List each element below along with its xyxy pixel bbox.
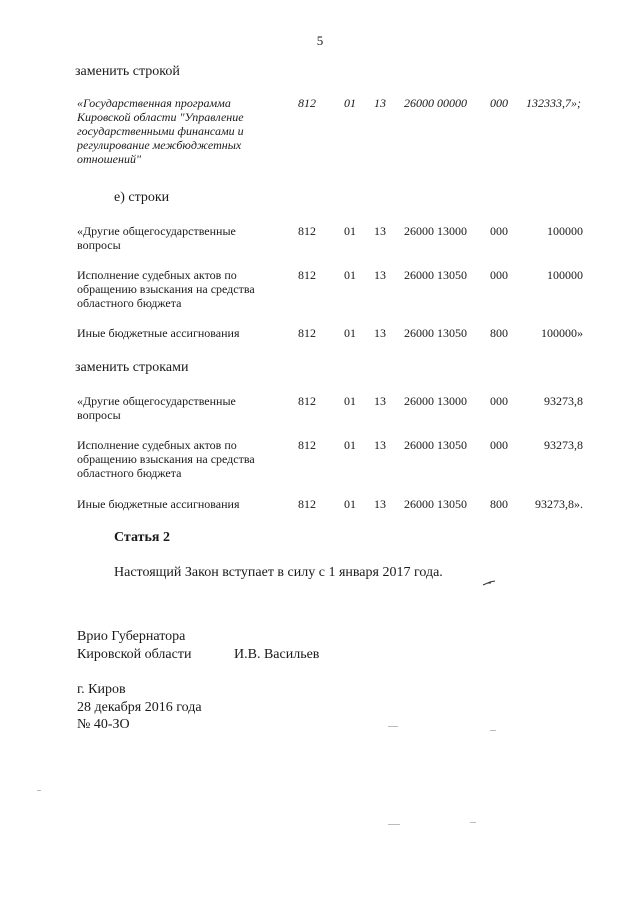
row-subsection: 13 xyxy=(374,224,386,238)
signatory-position-line2: Кировской области xyxy=(77,647,192,662)
row-target-code: 26000 13000 xyxy=(404,224,467,238)
row-section: 01 xyxy=(344,438,356,452)
program-section: 01 xyxy=(344,96,356,110)
row-target-code: 26000 13050 xyxy=(404,497,467,511)
page-number: 5 xyxy=(316,33,324,48)
replace-with-rows-heading: заменить строками xyxy=(75,360,189,375)
program-amount: 132333,7»; xyxy=(526,96,581,110)
row-section: 01 xyxy=(344,224,356,238)
footer-law-number: № 40-ЗО xyxy=(77,717,130,732)
row-expense-type: 000 xyxy=(490,268,508,282)
row-amount: 100000 xyxy=(547,268,583,282)
row-target-code: 26000 13050 xyxy=(404,326,467,340)
row-description: Исполнение судебных актов по обращению взыскания на средства областного бюджета xyxy=(77,438,255,480)
row-target-code: 26000 13050 xyxy=(404,438,467,452)
pen-mark-icon xyxy=(482,580,496,586)
row-expense-type: 000 xyxy=(490,438,508,452)
scan-speck xyxy=(388,726,398,727)
row-section: 01 xyxy=(344,268,356,282)
article-title: Статья 2 xyxy=(114,530,170,545)
row-admin-code: 812 xyxy=(298,224,316,238)
program-subsection: 13 xyxy=(374,96,386,110)
signatory-position-line1: Врио Губернатора xyxy=(77,629,186,644)
row-target-code: 26000 13000 xyxy=(404,394,467,408)
program-expense-type: 000 xyxy=(490,96,508,110)
clause-e-heading: е) строки xyxy=(114,190,170,205)
program-admin-code: 812 xyxy=(298,96,316,110)
row-description: Иные бюджетные ассигнования xyxy=(77,497,240,511)
scan-speck xyxy=(470,822,476,823)
row-description: «Другие общегосударственные вопросы xyxy=(77,394,236,422)
row-expense-type: 000 xyxy=(490,224,508,238)
replace-with-row-heading: заменить строкой xyxy=(75,64,180,79)
row-expense-type: 800 xyxy=(490,497,508,511)
row-description: Иные бюджетные ассигнования xyxy=(77,326,240,340)
row-section: 01 xyxy=(344,394,356,408)
row-amount: 93273,8». xyxy=(535,497,583,511)
row-subsection: 13 xyxy=(374,268,386,282)
row-subsection: 13 xyxy=(374,497,386,511)
row-amount: 93273,8 xyxy=(544,394,583,408)
row-expense-type: 800 xyxy=(490,326,508,340)
row-subsection: 13 xyxy=(374,438,386,452)
row-description: «Другие общегосударственные вопросы xyxy=(77,224,236,252)
row-admin-code: 812 xyxy=(298,268,316,282)
row-subsection: 13 xyxy=(374,394,386,408)
row-section: 01 xyxy=(344,326,356,340)
program-target-code: 26000 00000 xyxy=(404,96,467,110)
footer-date: 28 декабря 2016 года xyxy=(77,700,202,715)
row-admin-code: 812 xyxy=(298,326,316,340)
row-subsection: 13 xyxy=(374,326,386,340)
scan-speck xyxy=(37,790,41,791)
row-description: Исполнение судебных актов по обращению взыскания на средства областного бюджета xyxy=(77,268,255,310)
signatory-name: И.В. Васильев xyxy=(234,647,320,662)
article-text: Настоящий Закон вступает в силу с 1 января 2017 года. xyxy=(114,565,443,580)
row-admin-code: 812 xyxy=(298,438,316,452)
scan-speck xyxy=(490,730,496,731)
program-description: «Государственная программа Кировской области "Управление государственными финансами и регулирование межбюджетных отношений" xyxy=(77,96,244,166)
row-expense-type: 000 xyxy=(490,394,508,408)
row-amount: 100000» xyxy=(541,326,583,340)
row-target-code: 26000 13050 xyxy=(404,268,467,282)
row-amount: 93273,8 xyxy=(544,438,583,452)
row-amount: 100000 xyxy=(547,224,583,238)
scan-speck xyxy=(388,824,400,825)
row-section: 01 xyxy=(344,497,356,511)
footer-city: г. Киров xyxy=(77,682,126,697)
row-admin-code: 812 xyxy=(298,394,316,408)
row-admin-code: 812 xyxy=(298,497,316,511)
